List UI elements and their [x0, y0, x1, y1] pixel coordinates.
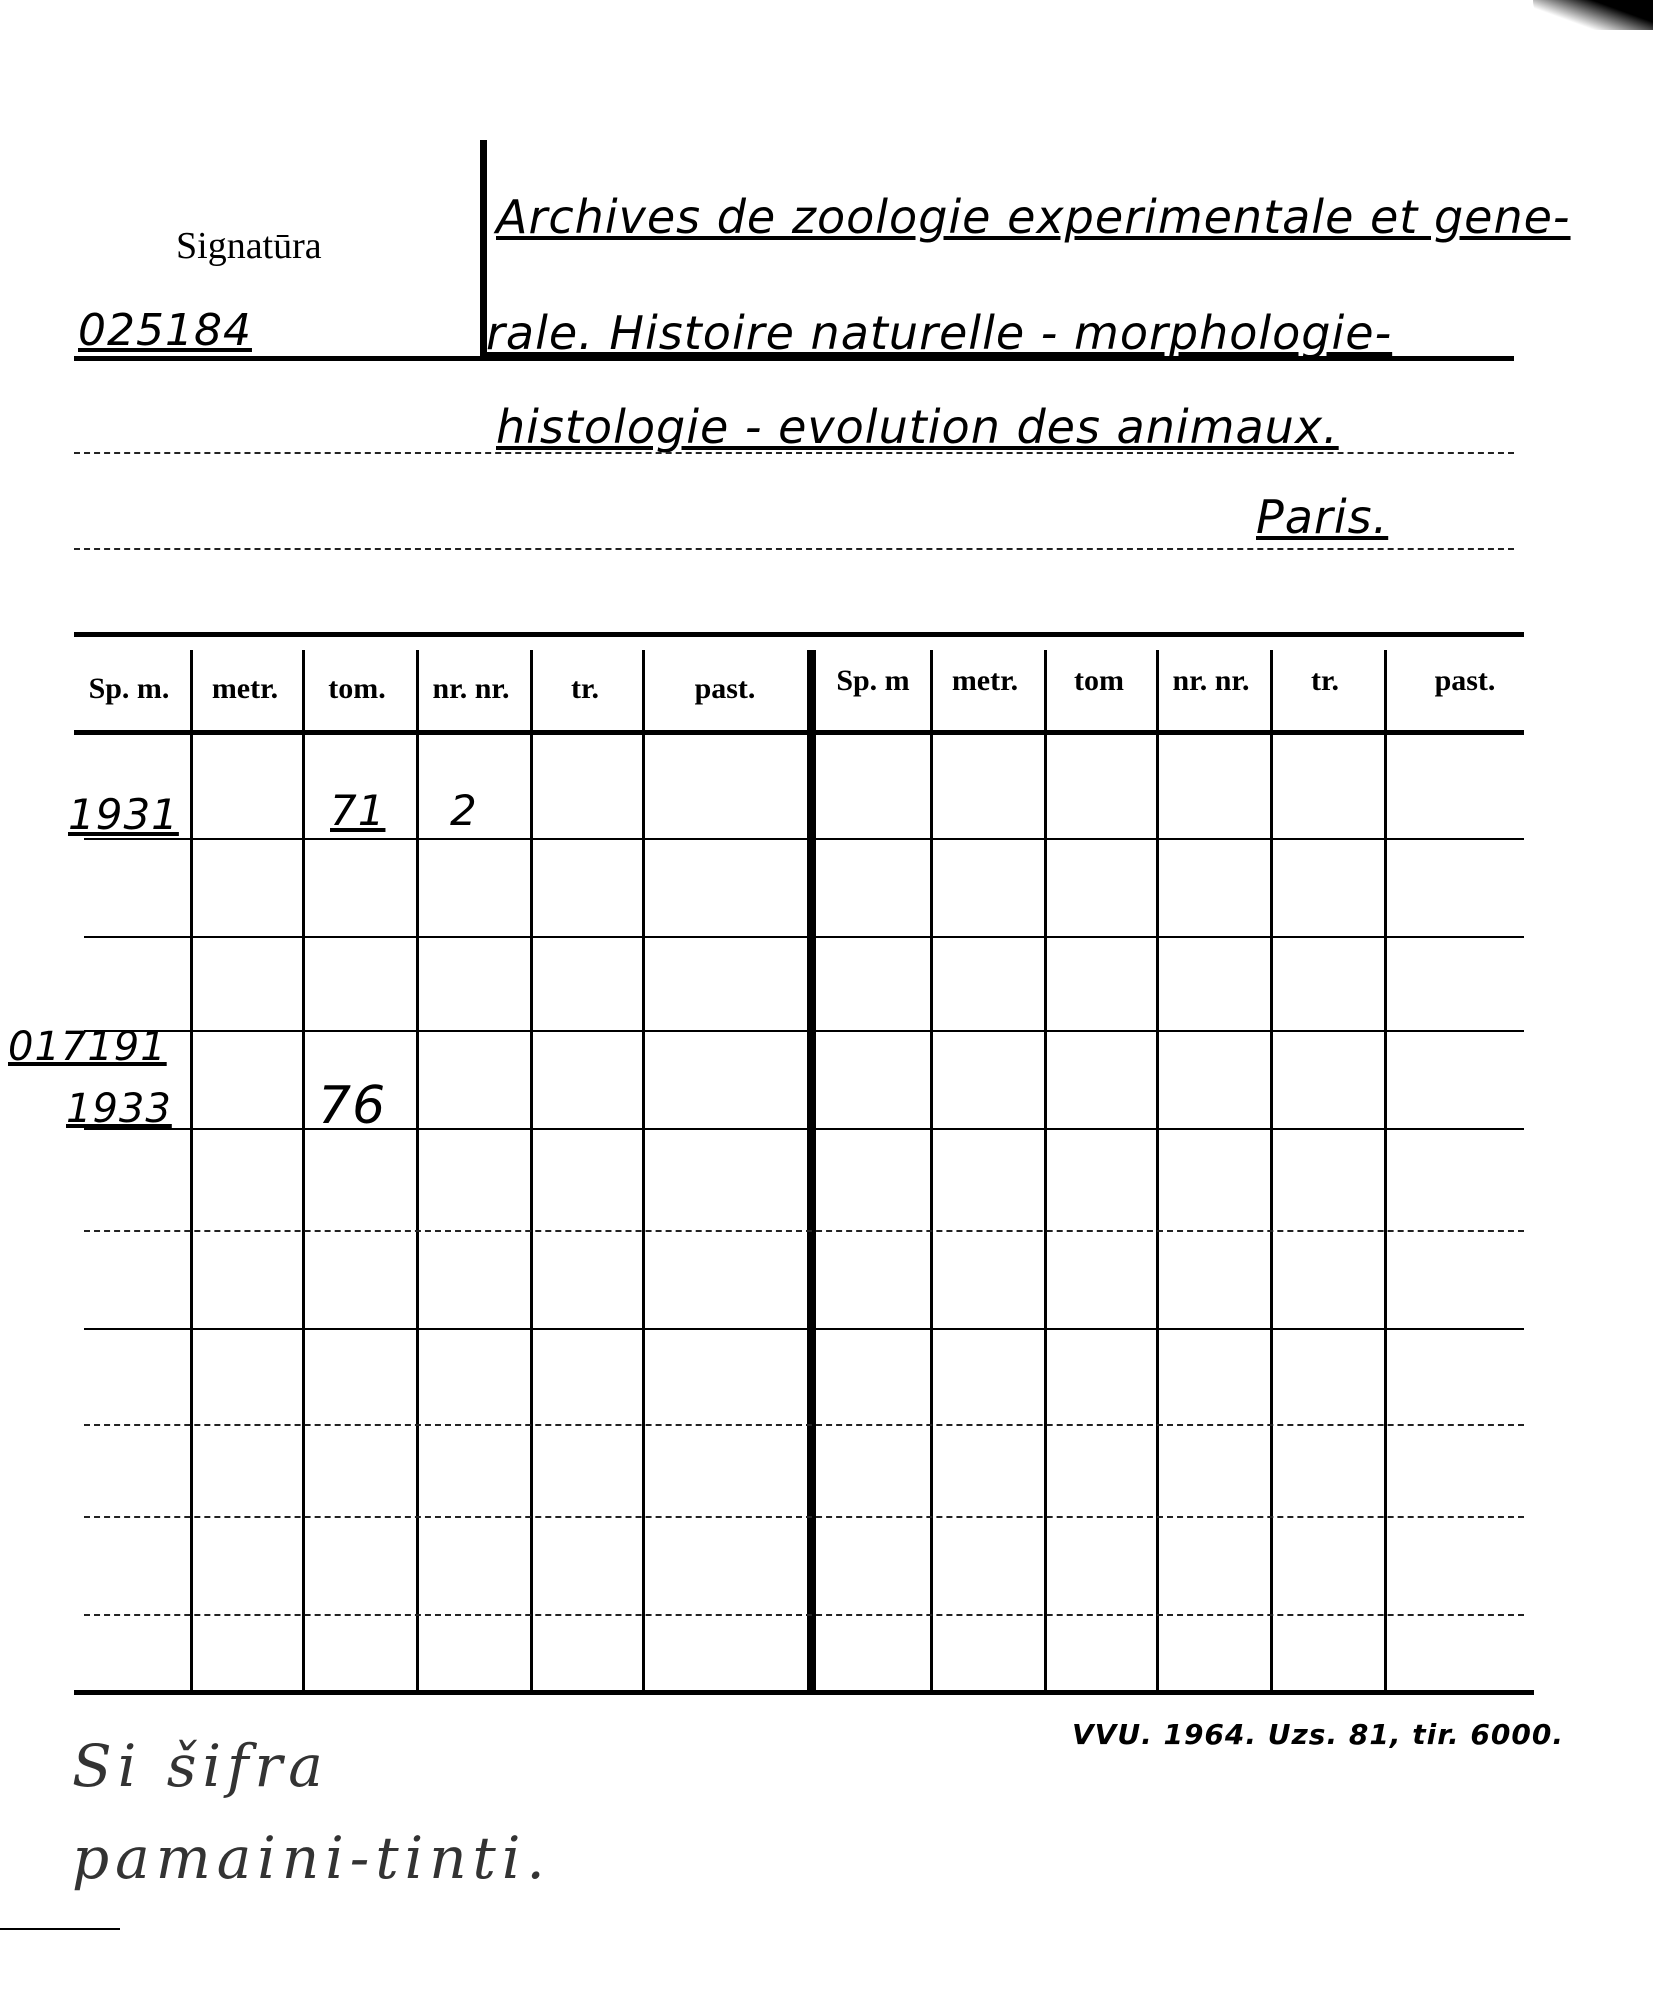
- header-sp-m: Sp. m.: [88, 672, 170, 705]
- handwritten-note: Si šifra pamaini-tinti.: [72, 1732, 551, 1892]
- row-rule: [84, 1424, 1524, 1426]
- row-1-tom: 71: [330, 786, 386, 835]
- col-line: [930, 650, 933, 1690]
- scan-corner-shadow: [1533, 0, 1653, 30]
- col-line: [1156, 650, 1159, 1690]
- row-1-nr: 2: [450, 786, 478, 835]
- header-metr: metr.: [211, 672, 279, 705]
- header-past-right: past.: [1434, 664, 1496, 697]
- header-past: past.: [694, 672, 756, 705]
- header-rule-2: [74, 452, 1514, 454]
- col-line: [1384, 650, 1387, 1690]
- header-sp-m-right: Sp. m: [836, 664, 910, 697]
- header-rule-3: [74, 548, 1514, 550]
- header-tom: tom.: [328, 672, 386, 705]
- print-info: VVU. 1964. Uzs. 81, tir. 6000.: [1072, 1718, 1564, 1751]
- signatura-label: Signatūra: [176, 225, 322, 267]
- row-2-tom: 76: [318, 1076, 387, 1136]
- header-tom-right: tom: [1074, 664, 1124, 697]
- col-line: [190, 650, 193, 1690]
- table-header-rule: [74, 730, 1524, 735]
- row-2-sp-m-extra: 017191: [8, 1024, 167, 1070]
- row-rule: [84, 936, 1524, 938]
- row-rule: [84, 1328, 1524, 1330]
- row-rule: [84, 1030, 1524, 1032]
- table-bottom-rule: [74, 1690, 1534, 1695]
- title-line-2: rale. Histoire naturelle - morphologie-: [486, 306, 1393, 360]
- col-line: [642, 650, 645, 1690]
- header-rule-1: [74, 356, 1514, 361]
- row-rule: [84, 1230, 1524, 1232]
- header-tr: tr.: [570, 672, 600, 705]
- row-1-sp-m: 1931: [68, 790, 179, 839]
- row-rule: [84, 1128, 1524, 1130]
- row-rule: [84, 838, 1524, 840]
- col-line: [302, 650, 305, 1690]
- row-rule: [84, 1516, 1524, 1518]
- header-metr-right: metr.: [951, 664, 1019, 697]
- place-of-publication: Paris.: [1256, 490, 1389, 544]
- title-line-3: histologie - evolution des animaux.: [496, 400, 1339, 454]
- col-line: [1270, 650, 1273, 1690]
- signatura-value: 025184: [78, 305, 252, 356]
- header-nr-nr-right: nr. nr.: [1172, 664, 1250, 697]
- title-line-1: Archives de zoologie experimentale et gene-: [496, 190, 1571, 244]
- col-line: [530, 650, 533, 1690]
- row-2-sp-m: 1933: [66, 1086, 172, 1132]
- col-line: [416, 650, 419, 1690]
- table-top-rule: [74, 632, 1524, 637]
- col-line: [1044, 650, 1047, 1690]
- header-nr-nr: nr. nr.: [432, 672, 510, 705]
- header-tr-right: tr.: [1310, 664, 1340, 697]
- center-double-line: [807, 650, 816, 1690]
- row-rule: [84, 1614, 1524, 1616]
- card-bottom-edge: [0, 1928, 120, 1930]
